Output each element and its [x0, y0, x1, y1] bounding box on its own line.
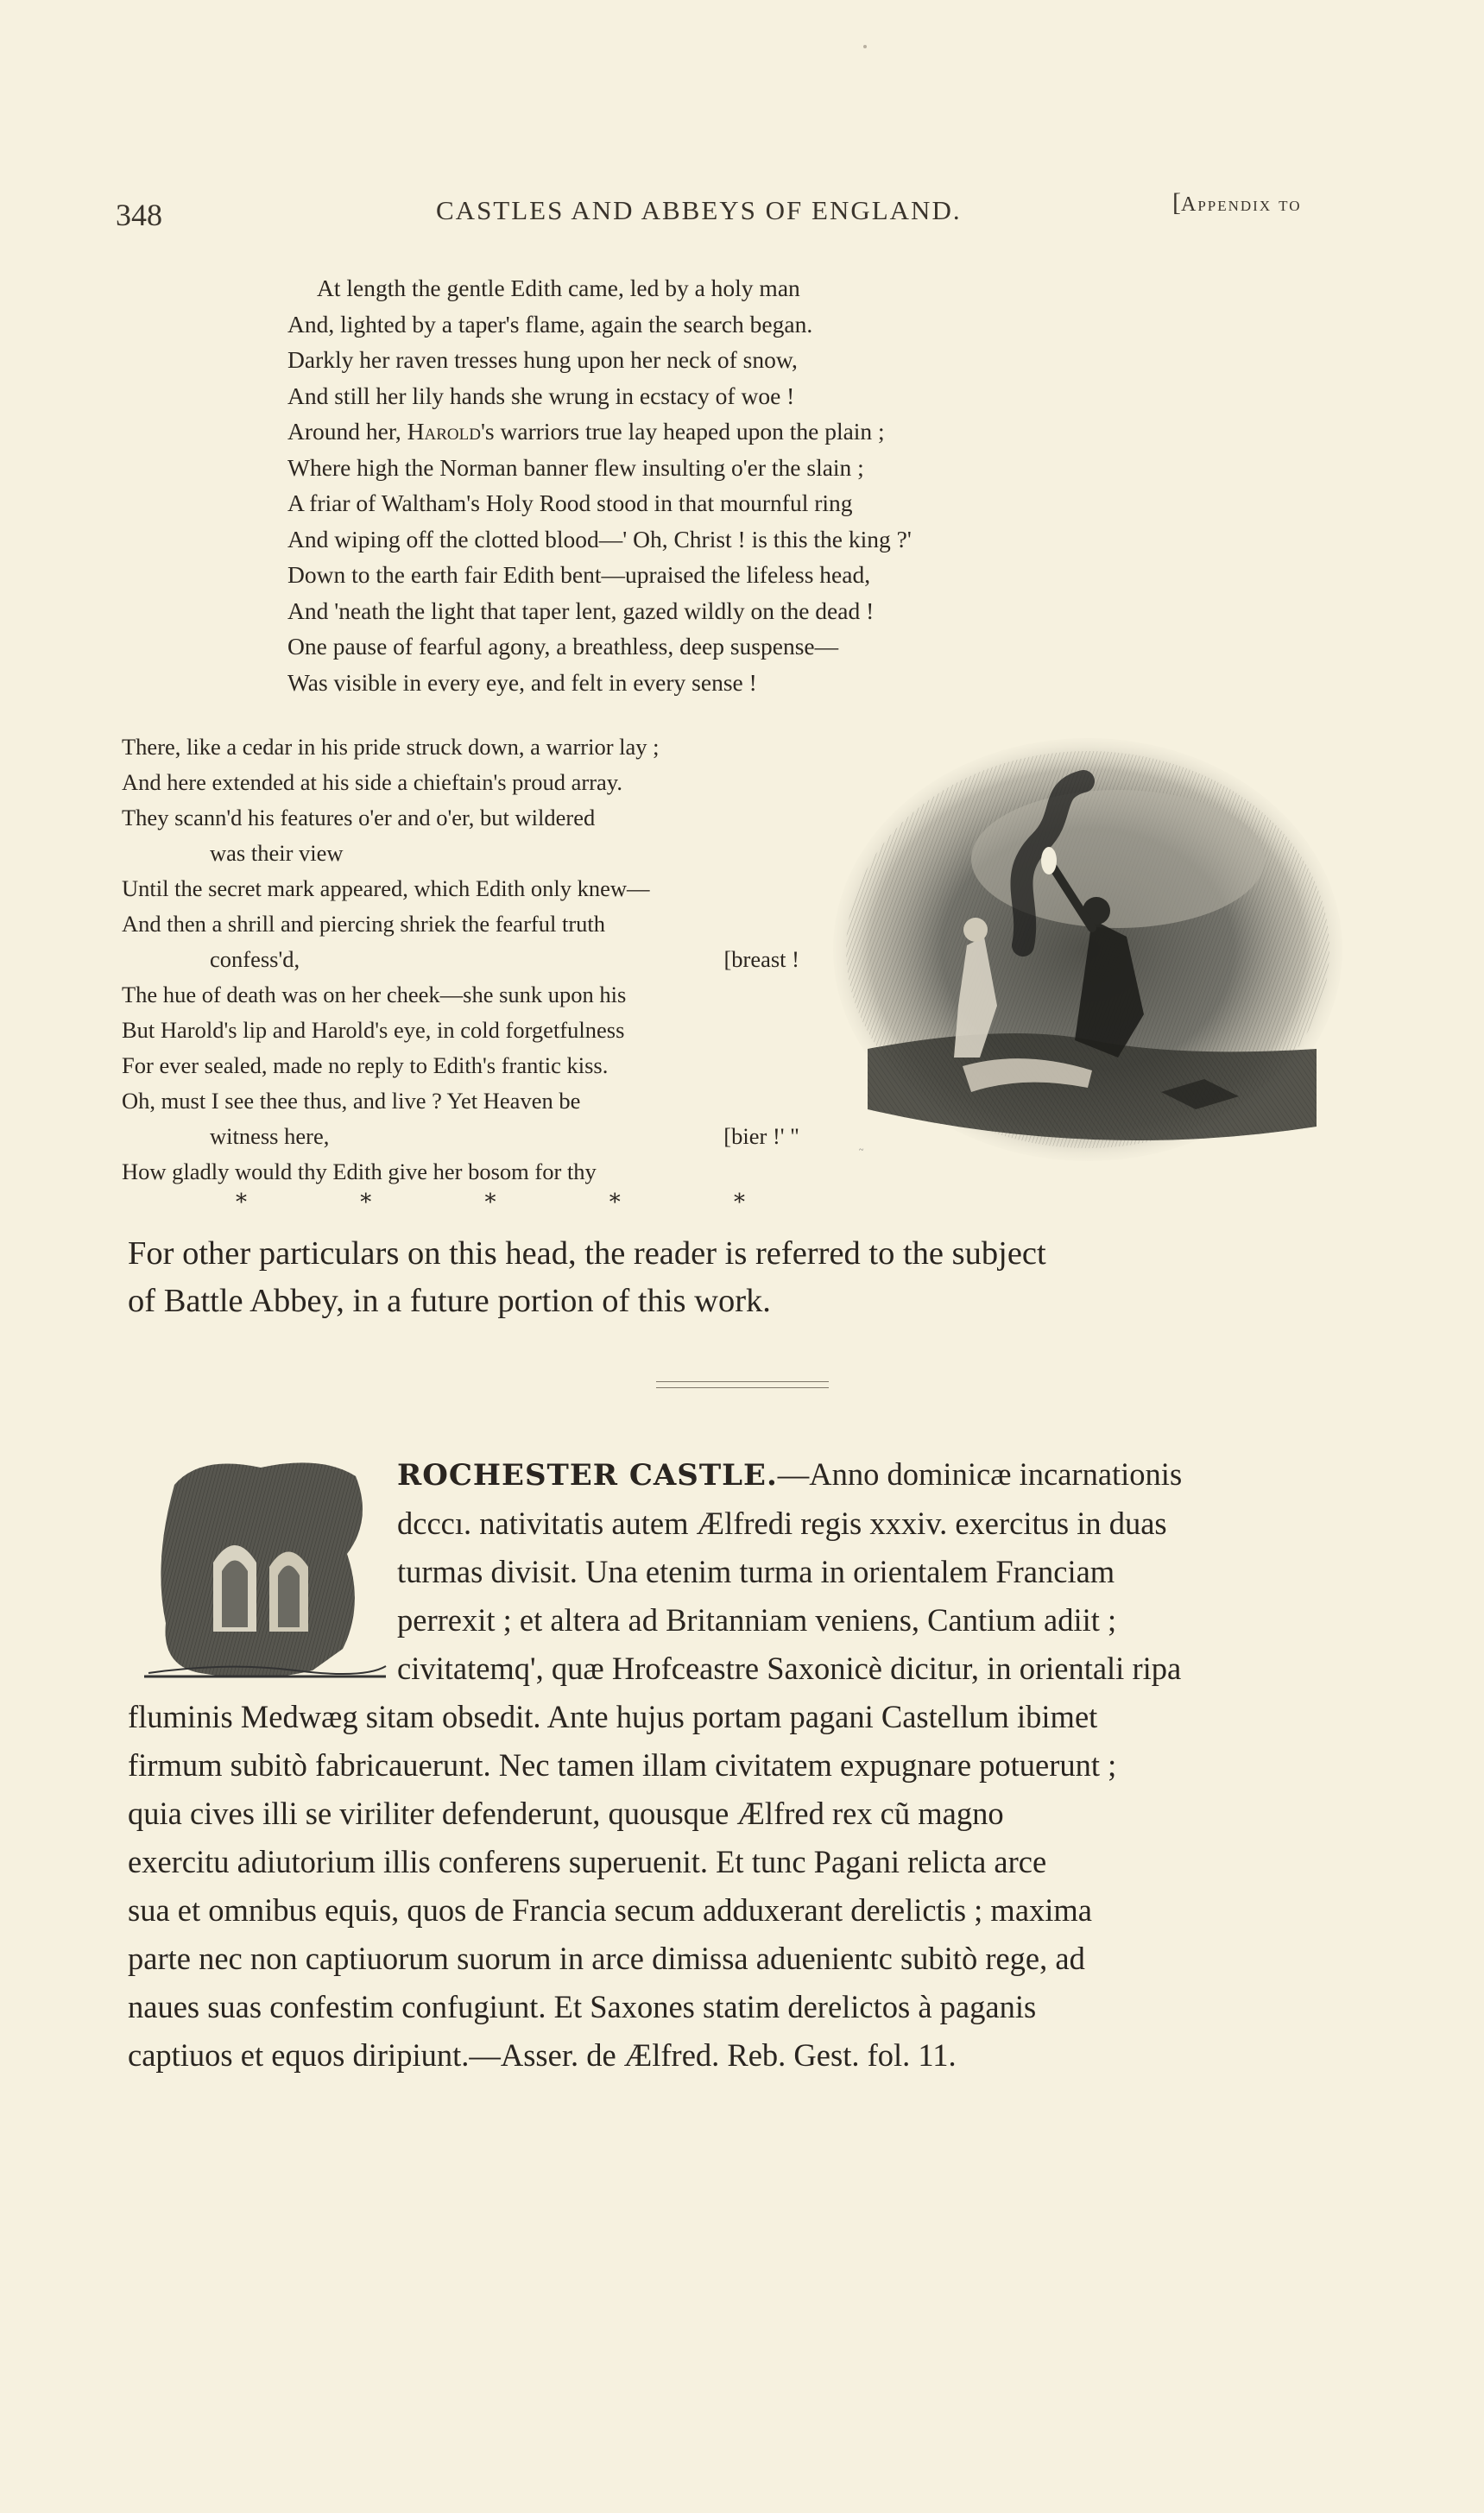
castle-line: dcccı. nativitatis autem Ælfredi regis xxxiv. exercitus in duas: [397, 1506, 1167, 1541]
header-appendix-label: Appendix to: [1181, 193, 1302, 216]
castle-line-text: —Anno dominicæ incarnationis: [777, 1456, 1183, 1492]
poem-line: There, like a cedar in his pride struck down, a warrior lay ;: [122, 734, 660, 760]
poem-line: And, lighted by a taper's flame, again the search began.: [287, 310, 813, 338]
poem-line: [122, 1119, 799, 1154]
poem-line: The hue of death was on her cheek—she sunk upon his: [122, 982, 627, 1007]
asterism: [236, 1190, 745, 1215]
poem-line: Oh, must I see thee thus, and live ? Yet Heaven be: [122, 1088, 581, 1114]
castle-line: naues suas confestim confugiunt. Et Saxones statim derelictos à paganis: [128, 1989, 1037, 2024]
castle-line: firmum subitò fabricauerunt. Nec tamen illam civitatem expugnare potuerunt ;: [128, 1747, 1117, 1783]
castle-line: [397, 1450, 1347, 1500]
castle-title: ROCHESTER CASTLE.: [397, 1458, 778, 1493]
paper-speck: [863, 45, 867, 48]
header-section-label: [1172, 188, 1301, 218]
poem-line: And here extended at his side a chieftain's proud array.: [122, 769, 622, 795]
running-head: [0, 188, 1484, 231]
engraving-vignette: [833, 729, 1342, 1170]
castle-line: fluminis Medwæg sitam obsedit. Ante hujus portam pagani Castellum ibimet: [128, 1699, 1098, 1734]
header-title: CASTLES AND ABBEYS OF ENGLAND.: [436, 195, 962, 225]
poem-line: [287, 414, 1151, 450]
castle-line: sua et omnibus equis, quos de Francia secum adduxerant derelictis ; maxima: [128, 1892, 1093, 1928]
asterisk: *: [609, 1190, 621, 1215]
prose-line: of Battle Abbey, in a future portion of this work.: [128, 1283, 771, 1319]
header-bracket: [: [1172, 188, 1181, 217]
poem-line-part: witness here,: [210, 1123, 330, 1149]
castle-heading-row: [397, 1450, 1182, 1500]
castle-line: civitatemq', quæ Hrofceastre Saxonicè dicitur, in orientali ripa: [397, 1651, 1182, 1686]
poem-line: One pause of fearful agony, a breathless, deep suspense—: [287, 633, 839, 660]
poem-line: Until the secret mark appeared, which Edith only knew—: [122, 875, 650, 901]
rochester-castle-section: [128, 1450, 1347, 2080]
page-number: 348: [116, 198, 162, 232]
prose-paragraph: [128, 1230, 1347, 1325]
asterisk: *: [236, 1190, 247, 1215]
castle-line: turmas divisit. Una etenim turma in orientalem Franciam: [397, 1554, 1115, 1589]
poem-line: Down to the earth fair Edith bent—upraised the lifeless head,: [287, 561, 871, 588]
asterisk: *: [484, 1190, 496, 1215]
poem-line: Darkly her raven tresses hung upon her neck of snow,: [287, 346, 798, 373]
poem-line: And still her lily hands she wrung in ecstacy of woe !: [287, 382, 795, 409]
poem-line: At length the gentle Edith came, led by a holy man: [317, 275, 800, 301]
engraving-illustration: [833, 729, 1342, 1170]
prose-line: For other particulars on this head, the reader is referred to the subject: [128, 1235, 1046, 1272]
poem-turnover: [breast !: [723, 946, 799, 972]
poem-stanza-1: [287, 270, 1151, 700]
castle-line: captiuos et equos diripiunt.—Asser. de Ælfred. Reb. Gest. fol. 11.: [128, 2037, 957, 2073]
poem-name-harold: Harold: [407, 418, 481, 445]
poem-line: For ever sealed, made no reply to Edith's frantic kiss.: [122, 1052, 609, 1078]
poem-line: was their view: [210, 840, 344, 866]
poem-stanza-2: [122, 729, 804, 1215]
poem-line-part: Around her,: [287, 418, 407, 445]
poem-line: How gladly would thy Edith give her bosom for thy: [122, 1159, 597, 1184]
asterisk: *: [360, 1190, 372, 1215]
poem-line: And then a shrill and piercing shriek the fearful truth: [122, 911, 606, 937]
poem-line: And 'neath the light that taper lent, gazed wildly on the dead !: [287, 597, 875, 624]
poem-line: Where high the Norman banner flew insulting o'er the slain ;: [287, 453, 864, 481]
castle-line: exercitu adiutorium illis conferens superuenit. Et tunc Pagani relicta arce: [128, 1844, 1047, 1879]
asterisk: *: [734, 1190, 745, 1215]
castle-line: parte nec non captiuorum suorum in arce dimissa aduenientc subitò rege, ad: [128, 1941, 1085, 1976]
engraver-mark: ~: [859, 1146, 864, 1155]
castle-line: perrexit ; et altera ad Britanniam veniens, Cantium adiit ;: [397, 1602, 1117, 1638]
section-divider: [656, 1381, 829, 1388]
poem-line: And wiping off the clotted blood—' Oh, Christ ! is this the king ?': [287, 525, 912, 552]
poem-line: [122, 942, 799, 977]
poem-turnover: [bier !' ": [723, 1123, 799, 1149]
poem-line: Was visible in every eye, and felt in every sense !: [287, 668, 757, 696]
poem-line: A friar of Waltham's Holy Rood stood in that mournful ring: [287, 489, 853, 516]
poem-line-part: 's warriors true lay heaped upon the plain ;: [480, 418, 885, 445]
poem-line: But Harold's lip and Harold's eye, in cold forgetfulness: [122, 1017, 625, 1043]
castle-line: quia cives illi se viriliter defenderunt, quousque Ælfred rex cũ magno: [128, 1796, 1004, 1831]
poem-line: They scann'd his features o'er and o'er, but wildered: [122, 805, 596, 830]
poem-line-part: confess'd,: [210, 946, 300, 972]
